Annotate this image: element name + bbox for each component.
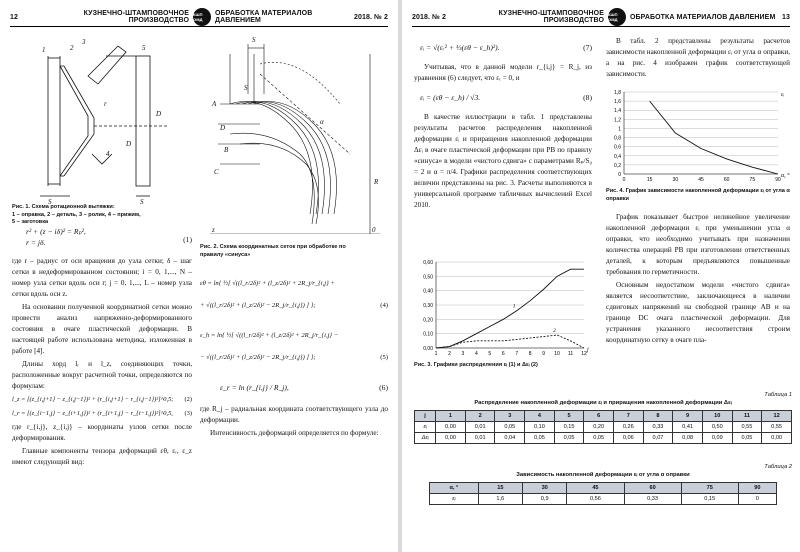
- equation-2: l_z = [(z_{i,j+1} − z_{i,j−1})² + (r_{i,j+1} − r_{i,j−1})²]^0,5; (2): [12, 396, 192, 403]
- svg-text:2: 2: [70, 44, 74, 52]
- table-header-cell: 6: [584, 411, 614, 422]
- table-1: [414, 392, 792, 444]
- table-cell: 0,41: [673, 422, 703, 433]
- table-header-cell: 11: [732, 411, 762, 422]
- table-header-cell: 7: [614, 411, 644, 422]
- svg-text:D: D: [156, 110, 162, 118]
- figure-4-caption: Рис. 4. График зависимости накопленной деформации εᵢ от угла α оправки: [606, 188, 790, 202]
- table-row: [430, 494, 777, 505]
- table-cell: 0,20: [584, 422, 614, 433]
- table-cell: 0,05: [554, 433, 584, 444]
- series-label: 1: [512, 303, 516, 310]
- table-cell: 0,56: [567, 494, 624, 505]
- table-cell: 1,6: [478, 494, 522, 505]
- x-tick-label: 90: [775, 177, 781, 183]
- x-tick-label: 75: [749, 177, 756, 183]
- series-label: 2: [553, 328, 556, 335]
- y-tick-label: 1: [618, 126, 621, 133]
- svg-text:0: 0: [372, 226, 376, 234]
- svg-text:S: S: [252, 36, 256, 44]
- table-title: Распределение накопленной деформации εᵢ и приращения накопленной деформации Δεᵢ: [474, 400, 732, 406]
- section-title: ОБРАБОТКА МАТЕРИАЛОВ ДАВЛЕНИЕМ: [215, 10, 313, 24]
- x-tick-label: 60: [723, 177, 730, 183]
- equation-7: εᵢ = √(εᵣ² + ⅓(εθ − ε_h)²). (7): [420, 43, 592, 52]
- x-tick-label: 0: [622, 177, 626, 183]
- right-running-header: [412, 10, 790, 24]
- paragraph: Интенсивность деформаций определяется по формуле:: [210, 429, 379, 437]
- table-cell: εᵢ: [415, 422, 436, 433]
- table-header-cell: 4: [525, 411, 555, 422]
- y-tick-label: 0,6: [614, 144, 621, 151]
- y-tick-label: 0: [618, 172, 621, 178]
- svg-text:z: z: [212, 226, 215, 234]
- journal-title: КУЗНЕЧНО-ШТАМПОВОЧНОЕ ПРОИЗВОДСТВО: [83, 10, 189, 24]
- right-page: [402, 0, 800, 552]
- series-line-1: [436, 269, 584, 348]
- table-cell: 0,04: [495, 433, 525, 444]
- equation-3: l_r = [(z_{i−1,j} − z_{i+1,j})² + (r_{i+1,j} − r_{i−1,j})²]^0,5, (3): [12, 410, 192, 417]
- journal-logo-icon: КШП ОМД: [608, 8, 626, 26]
- svg-text:B: B: [224, 146, 229, 154]
- paragraph: В табл. 2 представлены результаты расчетов зависимости накопленной деформации εᵢ от угла α оправки, а на рис. 4 изображен график соответствующей зависимости.: [606, 37, 790, 78]
- svg-text:5: 5: [142, 44, 146, 52]
- table-cell: 0,9: [523, 494, 567, 505]
- y-tick-label: 1,6: [614, 99, 621, 106]
- table-cell: εᵢ: [430, 494, 479, 505]
- x-tick-label: 11: [567, 351, 574, 357]
- y-tick-label: 0,2: [614, 162, 621, 169]
- table-cell: 0,07: [643, 433, 673, 444]
- table-cell: 0,15: [554, 422, 584, 433]
- svg-text:C: C: [214, 168, 219, 176]
- table-cell: 0,15: [681, 494, 738, 505]
- svg-text:S: S: [244, 84, 248, 92]
- x-tick-label: 2: [448, 351, 451, 357]
- table-header-cell: 12: [762, 411, 792, 422]
- table-header-cell: 15: [478, 483, 522, 494]
- figure-3-caption: Рис. 3. Графики распределения εᵢ (1) и Δεᵢ (2): [414, 362, 538, 368]
- y-tick-label: 0,10: [423, 331, 433, 338]
- figure-4-chart: [606, 86, 792, 186]
- equation-6: ε_r = ln (r_{i,j} / R_j), (6): [220, 383, 388, 392]
- table-label: Таблица 1: [764, 392, 792, 398]
- svg-text:r: r: [104, 100, 107, 108]
- x-tick-label: 9: [542, 351, 546, 357]
- page-number: 12: [10, 13, 18, 21]
- table-header-cell: j: [415, 411, 436, 422]
- y-axis-label: εᵢ: [781, 92, 785, 98]
- figure-2-coordinate-grid-diagram: [200, 34, 390, 234]
- table-header-row: [415, 411, 792, 422]
- page-number: 13: [782, 13, 790, 21]
- table-header-cell: 10: [702, 411, 732, 422]
- table-cell: 0,01: [465, 433, 495, 444]
- table-cell: 0: [738, 494, 776, 505]
- table-header-cell: 75: [681, 483, 738, 494]
- table-cell: 0,01: [465, 422, 495, 433]
- table-2: [414, 464, 792, 505]
- fig1-label: 1: [42, 46, 46, 54]
- x-tick-label: 10: [554, 351, 560, 357]
- table-header-cell: 2: [465, 411, 495, 422]
- paragraph: Главные компоненты тензора деформаций εθ, εᵣ, ε_z имеют следующий вид:: [12, 447, 192, 466]
- table-header-cell: 8: [643, 411, 673, 422]
- svg-text:A: A: [212, 100, 217, 108]
- paragraph: где r – радиус от оси вращения до узла сетки; δ – шаг сетки в недеформированном состоянии; i = 0, 1,..., N – номер узла сетки вдоль оси r; j = 0, 1,..., L – номер узла сетки вдоль оси z.: [12, 257, 192, 298]
- table-cell: 0,10: [525, 422, 555, 433]
- table-cell: 0,50: [702, 422, 732, 433]
- x-axis-label: α, °: [781, 173, 790, 179]
- table-header-cell: 3: [495, 411, 525, 422]
- x-tick-label: 8: [528, 351, 532, 357]
- figure-2-caption: Рис. 2. Схема координатных сеток при обработке по правилу «синуса»: [200, 244, 346, 258]
- table-header-cell: 30: [523, 483, 567, 494]
- paragraph: Учитывая, что в данной модели r_{i,j} = R_j, из уравнения (6) следует, что εᵣ = 0, и: [414, 63, 592, 82]
- table-header-cell: 1: [436, 411, 466, 422]
- table-header-cell: 90: [738, 483, 776, 494]
- x-tick-label: 15: [646, 177, 653, 183]
- y-tick-label: 0,4: [614, 153, 621, 160]
- equation-8: εᵢ = (εθ − ε_h) / √3. (8): [420, 93, 592, 102]
- table-header-cell: 5: [554, 411, 584, 422]
- table-2-grid: [429, 482, 777, 505]
- table-label: Таблица 2: [764, 464, 792, 470]
- left-running-header: [10, 10, 388, 24]
- y-tick-label: 0,00: [423, 346, 433, 352]
- x-tick-label: 12: [581, 351, 587, 357]
- table-cell: 0,09: [702, 433, 732, 444]
- table-cell: 0,26: [614, 422, 644, 433]
- journal-logo-icon: КШП ОМД: [193, 8, 211, 26]
- paragraph: Основным недостатком модели «чистого сдвига» является несоответствие, заключающееся в наличии сдвиговых напряжений на свободной границе AB и на границе DC очага пластической деформации. Для устранения указанного несоответствия строим координатную сетку в очаге пла-: [606, 281, 790, 344]
- table-cell: 0,55: [732, 422, 762, 433]
- table-cell: 0,06: [614, 433, 644, 444]
- y-tick-label: 0,50: [423, 274, 433, 281]
- table-cell: 0,08: [673, 433, 703, 444]
- right-page-left-column: [414, 36, 592, 213]
- y-tick-label: 1,4: [614, 108, 621, 115]
- left-column-text: [12, 226, 192, 470]
- table-header-cell: 60: [624, 483, 681, 494]
- y-tick-label: 0,20: [423, 317, 433, 324]
- x-tick-label: 4: [474, 351, 478, 357]
- issue-number: 2018. № 2: [412, 13, 447, 21]
- table-cell: Δεᵢ: [415, 433, 436, 444]
- svg-text:R: R: [374, 178, 379, 186]
- table-1-grid: [414, 410, 792, 444]
- y-tick-label: 0,40: [423, 288, 433, 295]
- table-cell: 0,05: [732, 433, 762, 444]
- table-cell: 0,55: [762, 422, 792, 433]
- table-cell: 0,05: [584, 433, 614, 444]
- series-line-2: [436, 335, 584, 348]
- svg-text:S: S: [140, 198, 144, 204]
- table-cell: 0,33: [643, 422, 673, 433]
- x-tick-label: 7: [515, 351, 519, 357]
- table-cell: 0,33: [624, 494, 681, 505]
- y-tick-label: 1,8: [614, 90, 621, 96]
- y-tick-label: 0,8: [614, 135, 621, 142]
- figure-3-chart: [414, 256, 594, 360]
- svg-text:S: S: [48, 198, 52, 204]
- section-title: ОБРАБОТКА МАТЕРИАЛОВ ДАВЛЕНИЕМ: [630, 13, 776, 21]
- x-tick-label: 1: [434, 351, 438, 357]
- x-tick-label: 3: [461, 351, 465, 357]
- table-cell: 0,00: [436, 433, 466, 444]
- equation-4: εθ = ln{ ½[ √((l_r/2δ)² + (l_z/2δ)² + 2R_j/r_{i,j} + + √((l_r/2δ)² + (l_z/2δ)² − 2R_j/r_{i,j}) ] }; (4): [200, 280, 388, 309]
- x-tick-label: 30: [672, 177, 679, 183]
- left-page-right-column: [200, 272, 388, 441]
- figure-1-caption: Рис. 1. Схема ротационной вытяжки: 1 – оправка, 2 – деталь, 3 – ролик, 4 – прижим, 5 – заготовка: [12, 204, 141, 226]
- table-row: [415, 433, 792, 444]
- svg-text:3: 3: [82, 38, 86, 46]
- table-cell: 0,00: [436, 422, 466, 433]
- x-tick-label: 5: [488, 351, 492, 357]
- issue-number: 2018. № 2: [354, 13, 389, 21]
- table-header-cell: 9: [673, 411, 703, 422]
- paragraph: В качестве иллюстрации в табл. 1 представлены результаты расчетов распределения накопленной деформации εᵢ и приращения накопленной деформации Δεᵢ в очаге пластической деформации при РВ по правилу «синуса» в модели «чистого сдвига» с параметрами Rₚ/S₀ = 2 и α = π/4. Графики распределения соответствующих величин представлены на рис. 3. Расчеты выполняются в универсальной программе табличных вычислений Excel 2010.: [414, 113, 592, 209]
- y-tick-label: 1,2: [614, 117, 621, 124]
- x-tick-label: 6: [501, 351, 505, 357]
- y-tick-label: 0,30: [423, 303, 433, 309]
- paragraph: Длины хорд lᵣ и l_z, соединяющих точки, расположенные вокруг расчетной точки, определяются по формулам:: [12, 360, 192, 390]
- paragraph: График показывает быстрое нелинейное увеличение накопленной деформации εᵢ при уменьшении угла α оправки, что необходимо учитывать при назначении количества операций РВ при изготовлении ответственных деталей, к которым предъявляются повышенные требования по герметичности.: [606, 213, 790, 276]
- x-tick-label: 45: [698, 177, 704, 183]
- paragraph: На основании полученной координатной сетки можно провести анализ напряженно-деформированного состояния в очаге пластической деформации. В настоящей работе использована методика, изложенная в работе [4].: [12, 303, 192, 355]
- table-header-row: [430, 483, 777, 494]
- svg-text:4: 4: [106, 150, 110, 158]
- svg-text:D: D: [220, 124, 226, 132]
- left-page: [0, 0, 398, 552]
- table-cell: 0,05: [525, 433, 555, 444]
- svg-text:α: α: [320, 118, 324, 126]
- figure-1-rotary-drawing-diagram: [18, 36, 178, 204]
- table-header-cell: α, °: [430, 483, 479, 494]
- table-cell: 0,00: [762, 433, 792, 444]
- right-page-right-column-lower: [606, 212, 790, 348]
- y-tick-label: 0,60: [423, 260, 433, 266]
- equation-5: ε_h = ln{ ½[ √((l_r/2δ)² + (l_z/2δ)² + 2R_j/r_{i,j} − − √((l_r/2δ)² + (l_z/2δ)² − 2R_j/r_{i,j}) ] }; (5): [200, 332, 388, 361]
- right-page-right-column: [606, 36, 790, 82]
- equation-1: r² + (z − iδ)² = Rₚ², r = jδ. (1): [26, 227, 192, 247]
- paragraph: где R_j – радиальная координата соответствующего узла до деформации.: [200, 405, 388, 424]
- table-title: Зависимость накопленной деформации εᵢ от угла α оправки: [516, 472, 690, 478]
- table-row: [415, 422, 792, 433]
- svg-text:D: D: [126, 140, 132, 148]
- x-axis-label: j: [587, 347, 589, 353]
- table-header-cell: 45: [567, 483, 624, 494]
- table-cell: 0,05: [495, 422, 525, 433]
- paragraph: где r_{i,j}, z_{i,j} – координаты узлов сетки после деформирования.: [12, 423, 192, 442]
- journal-title: КУЗНЕЧНО-ШТАМПОВОЧНОЕ ПРОИЗВОДСТВО: [498, 10, 604, 24]
